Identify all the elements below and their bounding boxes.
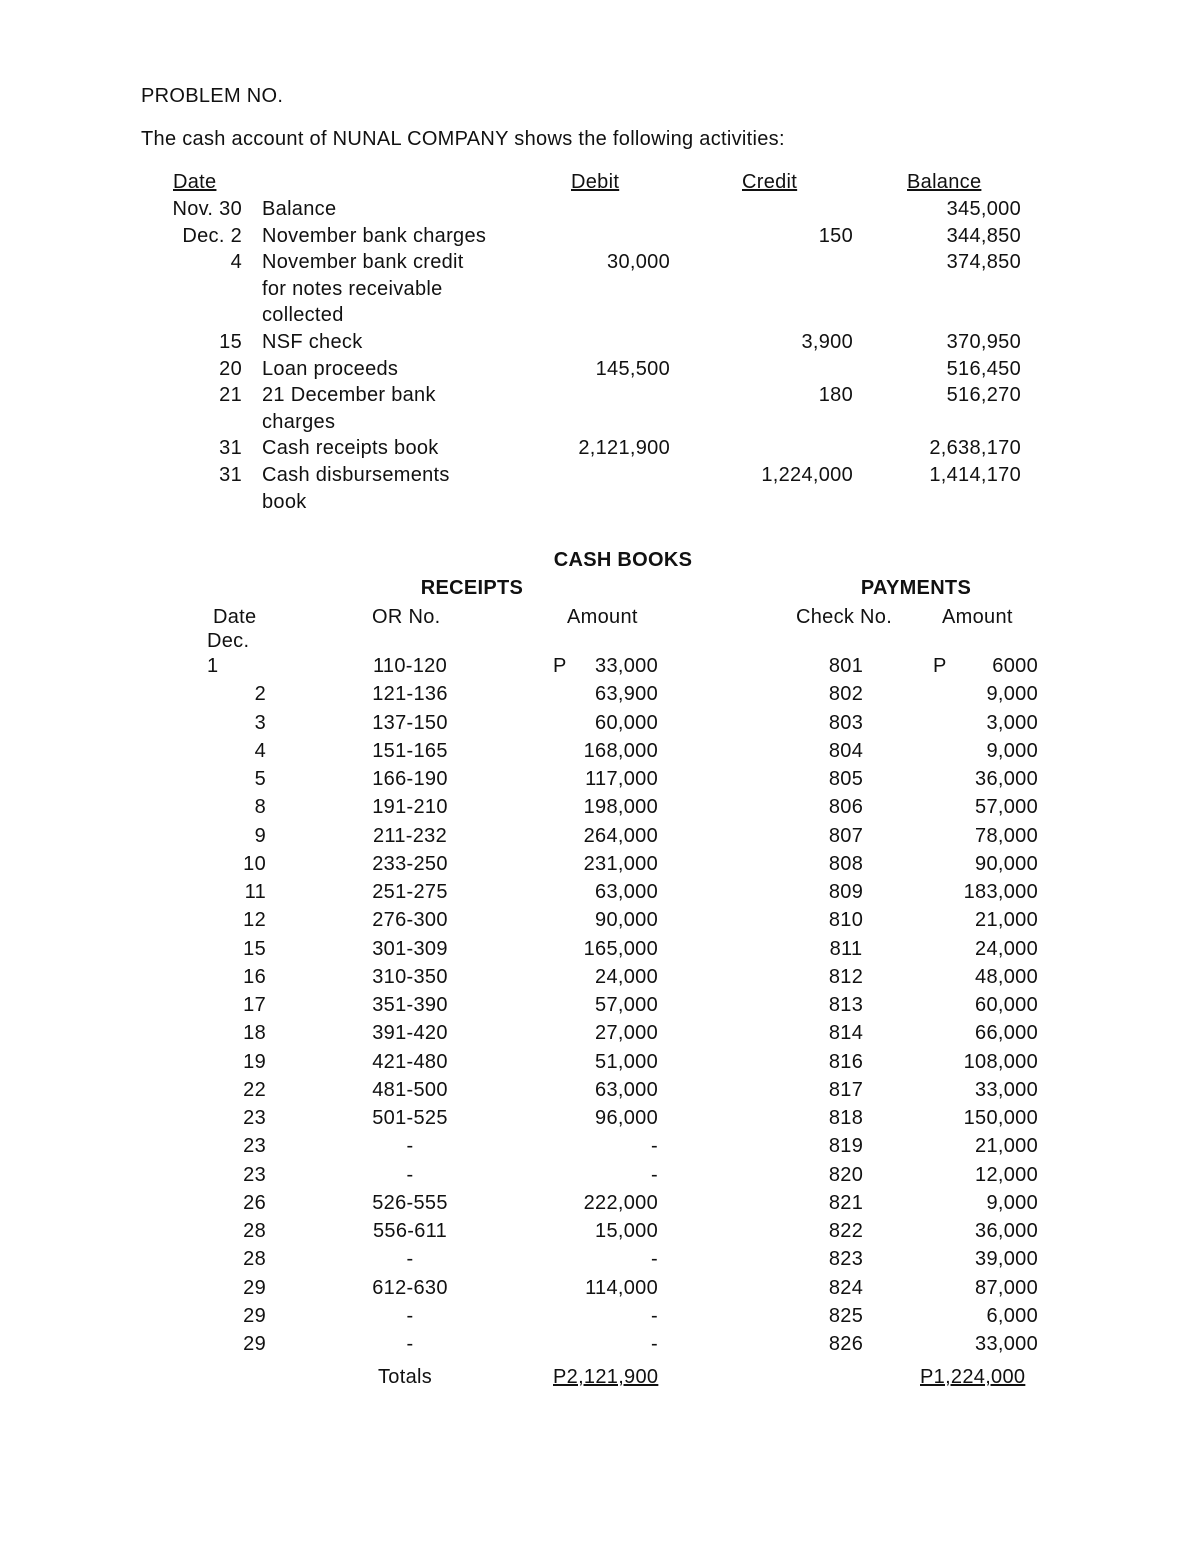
- account-balance: 374,850: [946, 251, 1021, 273]
- account-description: Balance: [262, 198, 337, 220]
- account-credit: 180: [818, 384, 853, 406]
- account-date: 20: [219, 358, 242, 380]
- account-date: Nov. 30: [172, 198, 242, 220]
- cb-check-no: 824: [828, 1277, 864, 1299]
- cb-or-no: 233-250: [372, 853, 448, 875]
- cb-date: 5: [254, 768, 266, 790]
- account-description: November bank charges: [262, 225, 487, 247]
- cb-header-date: Date: [213, 606, 257, 628]
- cb-check-no: 805: [828, 768, 864, 790]
- cb-pay-amount: 33,000: [975, 1333, 1038, 1355]
- cb-or-no: 276-300: [372, 909, 448, 931]
- cb-amount: 90,000: [595, 909, 658, 931]
- cb-pay-amount: 24,000: [975, 938, 1038, 960]
- cb-check-no: 807: [828, 825, 864, 847]
- cb-pay-amount: 9,000: [986, 683, 1038, 705]
- cb-date: 8: [254, 796, 266, 818]
- cb-check-no: 801: [828, 655, 864, 677]
- cb-amount: -: [651, 1248, 658, 1270]
- cb-amount: 96,000: [595, 1107, 658, 1129]
- cb-date: 16: [243, 966, 266, 988]
- cb-or-no: 191-210: [372, 796, 448, 818]
- cb-pay-amount: 87,000: [975, 1277, 1038, 1299]
- account-balance: 516,450: [946, 358, 1021, 380]
- cb-date: 23: [243, 1135, 266, 1157]
- cb-or-no: 137-150: [372, 712, 448, 734]
- cb-pay-amount: 66,000: [975, 1022, 1038, 1044]
- cb-check-no: 809: [828, 881, 864, 903]
- cb-date: 1: [207, 655, 219, 677]
- cb-date: 22: [243, 1079, 266, 1101]
- receipts-title: RECEIPTS: [420, 577, 524, 599]
- cb-or-no: -: [406, 1333, 414, 1355]
- cb-check-no: 821: [828, 1192, 864, 1214]
- cb-date: 29: [243, 1277, 266, 1299]
- cb-check-no: 811: [829, 938, 863, 960]
- cb-header-month: Dec.: [207, 630, 250, 652]
- cb-date: 19: [243, 1051, 266, 1073]
- cb-pay-amount: 36,000: [975, 768, 1038, 790]
- header-balance: Balance: [907, 171, 982, 193]
- cb-or-no: -: [406, 1164, 414, 1186]
- cb-or-no: 121-136: [372, 683, 448, 705]
- cb-pay-amount: 12,000: [975, 1164, 1038, 1186]
- cb-or-no: 151-165: [372, 740, 448, 762]
- cb-check-no: 826: [828, 1333, 864, 1355]
- cb-date: 26: [243, 1192, 266, 1214]
- cb-or-no: 211-232: [372, 825, 447, 847]
- cb-amount: 222,000: [583, 1192, 658, 1214]
- cb-check-no: 810: [828, 909, 864, 931]
- cb-pay-amount: 6,000: [986, 1305, 1038, 1327]
- account-date: 31: [219, 464, 242, 486]
- cb-date: 3: [254, 712, 266, 734]
- account-description: 21 December bank: [262, 384, 436, 406]
- cb-or-no: 421-480: [372, 1051, 448, 1073]
- account-date: 15: [219, 331, 242, 353]
- cb-check-no: 816: [828, 1051, 864, 1073]
- cb-or-no: 391-420: [372, 1022, 448, 1044]
- account-date: Dec. 2: [182, 225, 242, 247]
- cb-amount: 51,000: [595, 1051, 658, 1073]
- account-description: Loan proceeds: [262, 358, 399, 380]
- account-balance: 344,850: [946, 225, 1021, 247]
- cb-header-pay-amount: Amount: [942, 606, 1013, 628]
- cb-amount: -: [651, 1164, 658, 1186]
- cb-date: 15: [243, 938, 266, 960]
- cb-or-no: 351-390: [372, 994, 448, 1016]
- header-date: Date: [173, 171, 217, 193]
- cb-amount: 63,000: [595, 1079, 658, 1101]
- cb-pay-amount: 108,000: [963, 1051, 1038, 1073]
- cb-date: 2: [254, 683, 266, 705]
- account-date: 4: [230, 251, 242, 273]
- account-description: charges: [262, 411, 336, 433]
- account-debit: 2,121,900: [578, 437, 670, 459]
- cb-pay-amount: 150,000: [963, 1107, 1038, 1129]
- cb-or-no: 166-190: [372, 768, 448, 790]
- cb-pay-amount: 183,000: [963, 881, 1038, 903]
- account-credit: 150: [818, 225, 853, 247]
- cb-pay-amount: 90,000: [975, 853, 1038, 875]
- cb-currency: P: [553, 655, 567, 677]
- header-credit: Credit: [742, 171, 798, 193]
- cb-check-no: 814: [828, 1022, 864, 1044]
- cb-check-no: 808: [828, 853, 864, 875]
- cb-check-no: 822: [828, 1220, 864, 1242]
- cb-pay-amount: 57,000: [975, 796, 1038, 818]
- account-description: NSF check: [262, 331, 363, 353]
- cb-date: 28: [243, 1248, 266, 1270]
- cb-or-no: -: [406, 1305, 414, 1327]
- cb-pay-amount: 9,000: [986, 740, 1038, 762]
- cb-check-no: 820: [828, 1164, 864, 1186]
- account-debit: 30,000: [607, 251, 670, 273]
- cb-date: 23: [243, 1164, 266, 1186]
- cb-check-no: 804: [828, 740, 864, 762]
- cb-pay-amount: 21,000: [975, 1135, 1038, 1157]
- cb-date: 17: [243, 994, 266, 1016]
- cb-amount: 63,000: [595, 881, 658, 903]
- account-description: book: [262, 491, 307, 513]
- account-balance: 2,638,170: [929, 437, 1021, 459]
- problem-title: PROBLEM NO.: [141, 85, 284, 107]
- account-description: for notes receivable: [262, 278, 443, 300]
- account-balance: 370,950: [946, 331, 1021, 353]
- cb-pay-amount: 60,000: [975, 994, 1038, 1016]
- receipts-total: P2,121,900: [553, 1366, 659, 1388]
- cb-date: 29: [243, 1305, 266, 1327]
- cb-amount: 57,000: [595, 994, 658, 1016]
- cb-check-no: 803: [828, 712, 864, 734]
- cb-check-no: 817: [828, 1079, 864, 1101]
- account-credit: 1,224,000: [761, 464, 853, 486]
- cb-date: 18: [243, 1022, 266, 1044]
- cb-date: 12: [243, 909, 266, 931]
- cb-amount: 165,000: [583, 938, 658, 960]
- cb-amount: -: [651, 1333, 658, 1355]
- cb-date: 23: [243, 1107, 266, 1129]
- account-balance: 1,414,170: [929, 464, 1021, 486]
- cb-or-no: 301-309: [372, 938, 448, 960]
- cb-amount: 27,000: [595, 1022, 658, 1044]
- cb-currency: P: [933, 655, 947, 677]
- cb-pay-amount: 78,000: [975, 825, 1038, 847]
- cb-amount: 117,000: [585, 768, 658, 790]
- cb-or-no: 310-350: [372, 966, 448, 988]
- cb-amount: 60,000: [595, 712, 658, 734]
- account-date: 31: [219, 437, 242, 459]
- cb-check-no: 813: [828, 994, 864, 1016]
- cb-amount: 114,000: [585, 1277, 658, 1299]
- cb-amount: 24,000: [595, 966, 658, 988]
- cb-amount: 15,000: [595, 1220, 658, 1242]
- cb-pay-amount: 9,000: [986, 1192, 1038, 1214]
- account-description: collected: [262, 304, 344, 326]
- cb-amount: -: [651, 1305, 658, 1327]
- cb-pay-amount: 21,000: [975, 909, 1038, 931]
- cb-pay-amount: 48,000: [975, 966, 1038, 988]
- account-description: Cash disbursements: [262, 464, 450, 486]
- cb-header-or-no: OR No.: [372, 606, 441, 628]
- cb-date: 11: [244, 881, 266, 903]
- cb-amount: 168,000: [583, 740, 658, 762]
- cb-amount: 264,000: [583, 825, 658, 847]
- cash-books-title: CASH BOOKS: [553, 549, 693, 571]
- account-description: November bank credit: [262, 251, 464, 273]
- cb-check-no: 823: [828, 1248, 864, 1270]
- totals-label: Totals: [378, 1366, 433, 1388]
- cb-pay-amount: 39,000: [975, 1248, 1038, 1270]
- cb-or-no: 481-500: [372, 1079, 448, 1101]
- cb-pay-amount: 6000: [992, 655, 1038, 677]
- cb-check-no: 806: [828, 796, 864, 818]
- cb-header-check-no: Check No.: [796, 606, 893, 628]
- cb-check-no: 825: [828, 1305, 864, 1327]
- cb-or-no: 612-630: [372, 1277, 448, 1299]
- cb-check-no: 819: [828, 1135, 864, 1157]
- cb-or-no: 501-525: [372, 1107, 448, 1129]
- account-balance: 345,000: [946, 198, 1021, 220]
- cb-or-no: 556-611: [372, 1220, 447, 1242]
- cb-amount: 63,900: [595, 683, 658, 705]
- cb-pay-amount: 3,000: [986, 712, 1038, 734]
- account-date: 21: [219, 384, 242, 406]
- cb-check-no: 812: [828, 966, 864, 988]
- cb-date: 28: [243, 1220, 266, 1242]
- payments-total: P1,224,000: [920, 1366, 1026, 1388]
- cb-check-no: 818: [828, 1107, 864, 1129]
- account-debit: 145,500: [595, 358, 670, 380]
- cb-amount: -: [651, 1135, 658, 1157]
- account-balance: 516,270: [946, 384, 1021, 406]
- cb-check-no: 802: [828, 683, 864, 705]
- account-credit: 3,900: [801, 331, 853, 353]
- cb-date: 4: [254, 740, 266, 762]
- cb-date: 10: [243, 853, 266, 875]
- payments-title: PAYMENTS: [860, 577, 972, 599]
- cb-pay-amount: 33,000: [975, 1079, 1038, 1101]
- cb-amount: 198,000: [583, 796, 658, 818]
- cb-pay-amount: 36,000: [975, 1220, 1038, 1242]
- header-debit: Debit: [571, 171, 620, 193]
- cb-or-no: -: [406, 1248, 414, 1270]
- cb-date: 29: [243, 1333, 266, 1355]
- cb-or-no: 110-120: [372, 655, 447, 677]
- account-description: Cash receipts book: [262, 437, 439, 459]
- cb-or-no: 526-555: [372, 1192, 448, 1214]
- cb-or-no: -: [406, 1135, 414, 1157]
- cb-amount: 231,000: [583, 853, 658, 875]
- cb-amount: 33,000: [595, 655, 658, 677]
- intro-text: The cash account of NUNAL COMPANY shows the following activities:: [141, 128, 785, 150]
- cb-or-no: 251-275: [372, 881, 448, 903]
- cb-header-amount: Amount: [567, 606, 638, 628]
- cb-date: 9: [254, 825, 266, 847]
